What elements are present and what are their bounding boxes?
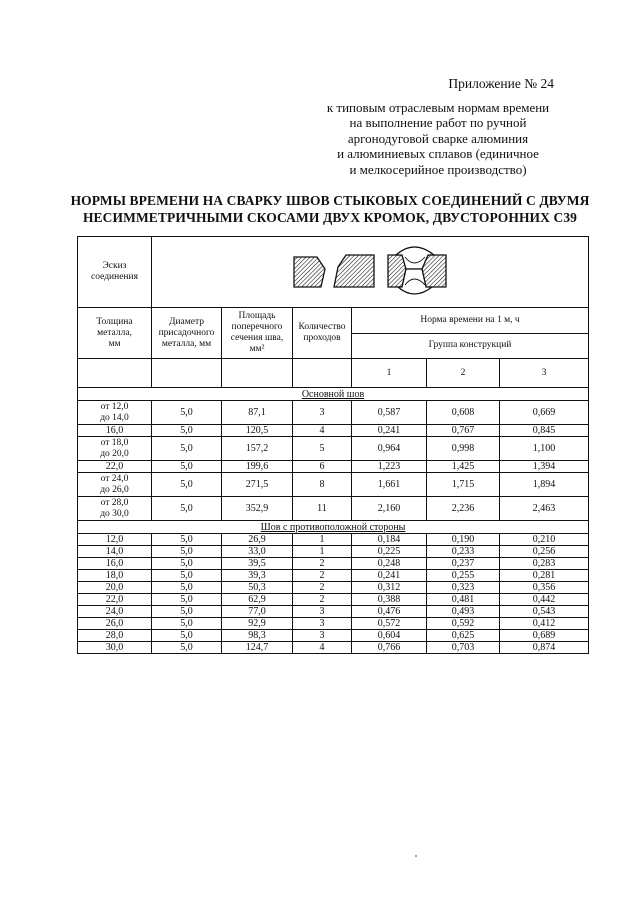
table-row [78,630,589,642]
cell-thickness-line: до 20,0 [100,448,129,459]
section-row [78,388,589,401]
cell-area: 199,6 [222,461,293,473]
cell-group-2: 0,233 [427,546,500,558]
cell-group-1: 0,225 [352,546,427,558]
cell-group-3: 0,210 [500,534,589,546]
annex-line-1: к типовым отраслевым нормам времени [326,99,550,115]
cell-area: 87,1 [222,401,293,425]
header-area-spacer [222,359,293,388]
cell-thickness [78,606,152,618]
cell-group-3: 0,689 [500,630,589,642]
cell-group-3: 0,669 [500,401,589,425]
cell-passes: 2 [293,570,352,582]
cell-group-1: 1,223 [352,461,427,473]
cell-thickness [78,497,152,521]
cell-area: 50,3 [222,582,293,594]
cell-passes: 8 [293,473,352,497]
header-area-line-3: сечения шва, [230,333,284,343]
sketch-label-line-1: Эскиз [102,261,127,271]
cell-thickness [78,582,152,594]
cell-group-2: 0,592 [427,618,500,630]
cell-group-3: 0,283 [500,558,589,570]
cell-thickness [78,425,152,437]
cell-thickness [78,570,152,582]
header-diameter-line-2: присадочного [158,327,215,338]
cell-diameter: 5,0 [152,606,222,618]
cell-diameter: 5,0 [152,546,222,558]
cell-passes: 2 [293,582,352,594]
table-row [78,642,589,654]
cell-diameter: 5,0 [152,642,222,654]
cell-group-2: 0,323 [427,582,500,594]
header-diameter-line-3: металла, мм [161,338,212,349]
cell-area: 39,5 [222,558,293,570]
cell-thickness-line: 16,0 [105,425,124,436]
cell-thickness-line: до 26,0 [100,484,129,495]
cell-diameter: 5,0 [152,425,222,437]
cell-group-1: 0,241 [352,425,427,437]
table-header-row-3 [78,359,589,388]
header-group-3: 3 [500,359,589,388]
cell-passes: 2 [293,558,352,570]
header-diameter [152,308,222,359]
section-title: Шов с противоположной стороны [78,521,589,534]
cell-diameter: 5,0 [152,570,222,582]
header-group-2: 2 [427,359,500,388]
cell-group-3: 0,281 [500,570,589,582]
table-row [78,546,589,558]
cell-diameter: 5,0 [152,461,222,473]
cell-thickness-line: от 28,0 [100,498,129,508]
header-passes [293,308,352,359]
header-norm: Норма времени на 1 м, ч [352,308,589,334]
cell-passes: 4 [293,425,352,437]
cell-passes: 3 [293,401,352,425]
cell-group-2: 0,190 [427,534,500,546]
table-header-row-1 [78,308,589,334]
cell-diameter: 5,0 [152,582,222,594]
cell-thickness [78,618,152,630]
cell-thickness [78,630,152,642]
cell-thickness-line: 28,0 [105,630,124,641]
table-row [78,473,589,497]
cell-passes: 4 [293,642,352,654]
cell-area: 124,7 [222,642,293,654]
cell-diameter: 5,0 [152,630,222,642]
scan-speck [415,855,417,857]
cell-group-3: 1,100 [500,437,589,461]
cell-diameter: 5,0 [152,497,222,521]
cell-diameter: 5,0 [152,534,222,546]
cell-thickness-line: до 30,0 [100,508,129,519]
cell-group-3: 0,845 [500,425,589,437]
cell-group-3: 0,256 [500,546,589,558]
cell-area: 157,2 [222,437,293,461]
header-group-1: 1 [352,359,427,388]
table-row [78,461,589,473]
cell-thickness-line: 12,0 [105,534,124,545]
cell-area: 33,0 [222,546,293,558]
sketch-label-cell [78,237,152,308]
cell-group-2: 0,255 [427,570,500,582]
title-line-1: НОРМЫ ВРЕМЕНИ НА СВАРКУ ШВОВ СТЫКОВЫХ СОЕДИНЕНИЙ С ДВУМЯ [70,193,590,208]
table-row [78,570,589,582]
cell-group-1: 0,964 [352,437,427,461]
cell-thickness-line: 20,0 [105,582,124,593]
title-line-2: НЕСИММЕТРИЧНЫМИ СКОСАМИ ДВУХ КРОМОК, ДВУСТОРОННИХ С39 [82,210,578,225]
annex-line-4: и алюминиевых сплавов (единичное [337,146,539,161]
annex-header [288,76,588,177]
cell-group-3: 2,463 [500,497,589,521]
cell-group-3: 0,442 [500,594,589,606]
sketch-row [78,237,589,308]
cell-area: 271,5 [222,473,293,497]
cell-thickness-line: 22,0 [105,461,124,472]
sketch-label-line-2: соединения [91,272,138,282]
cell-thickness [78,534,152,546]
cell-diameter: 5,0 [152,473,222,497]
cell-group-1: 1,661 [352,473,427,497]
cell-thickness [78,642,152,654]
cell-group-2: 0,625 [427,630,500,642]
cell-thickness [78,461,152,473]
cell-group-3: 0,356 [500,582,589,594]
annex-line-2: на выполнение работ по ручной [349,115,527,130]
table-row [78,401,589,425]
table-row [78,425,589,437]
cell-area: 92,9 [222,618,293,630]
cell-passes: 1 [293,546,352,558]
cell-passes: 6 [293,461,352,473]
cell-thickness-line: 18,0 [105,570,124,581]
cell-group-1: 2,160 [352,497,427,521]
cell-group-1: 0,766 [352,642,427,654]
cell-group-1: 0,312 [352,582,427,594]
cell-group-3: 1,894 [500,473,589,497]
header-thickness-line-1: Толщина [96,316,133,327]
cell-passes: 11 [293,497,352,521]
header-group: Группа конструкций [352,333,589,359]
table-row [78,534,589,546]
cell-thickness-line: 30,0 [105,642,124,653]
cell-group-1: 0,184 [352,534,427,546]
cell-group-1: 0,476 [352,606,427,618]
header-area-line-2: поперечного [231,322,283,332]
cell-group-2: 1,425 [427,461,500,473]
annex-number: Приложение № 24 [448,76,554,91]
header-area-line-4: мм² [249,344,265,354]
header-area [222,308,293,359]
cell-diameter: 5,0 [152,594,222,606]
annex-line-5: и мелкосерийное производство) [349,161,527,177]
cell-area: 39,3 [222,570,293,582]
cell-diameter: 5,0 [152,558,222,570]
cell-thickness [78,558,152,570]
cell-thickness-line: до 14,0 [100,412,129,423]
cell-thickness [78,473,152,497]
cell-group-1: 0,587 [352,401,427,425]
cell-thickness [78,437,152,461]
cell-group-1: 0,248 [352,558,427,570]
cell-area: 77,0 [222,606,293,618]
section-row [78,521,589,534]
cell-area: 120,5 [222,425,293,437]
section-title: Основной шов [78,388,589,401]
header-thickness-spacer [78,359,152,388]
cell-diameter: 5,0 [152,437,222,461]
cell-thickness-line: 16,0 [105,558,124,569]
cell-passes: 3 [293,618,352,630]
cell-thickness [78,401,152,425]
cell-group-2: 0,998 [427,437,500,461]
header-thickness-line-3: мм [108,338,121,349]
header-passes-line-2: проходов [303,333,341,343]
cell-group-2: 0,608 [427,401,500,425]
cell-area: 26,9 [222,534,293,546]
sketch-cell [152,237,589,308]
document-title [60,192,600,226]
table-row [78,437,589,461]
header-diameter-spacer [152,359,222,388]
cell-thickness-line: 14,0 [105,546,124,557]
cell-group-1: 0,241 [352,570,427,582]
cell-passes: 3 [293,606,352,618]
cell-thickness [78,546,152,558]
cell-group-3: 0,874 [500,642,589,654]
joint-sketch-icon [290,243,450,301]
cell-thickness-line: от 18,0 [100,438,129,448]
header-passes-line-1: Количество [298,322,346,332]
cell-thickness-line: 26,0 [105,618,124,629]
cell-area: 98,3 [222,630,293,642]
cell-thickness-line: 24,0 [105,606,124,617]
cell-group-3: 1,394 [500,461,589,473]
cell-passes: 1 [293,534,352,546]
cell-group-1: 0,572 [352,618,427,630]
cell-thickness-line: 22,0 [105,594,124,605]
table-row [78,618,589,630]
cell-group-3: 0,543 [500,606,589,618]
cell-group-1: 0,388 [352,594,427,606]
header-passes-spacer [293,359,352,388]
cell-passes: 3 [293,630,352,642]
cell-group-2: 0,703 [427,642,500,654]
table-row [78,558,589,570]
cell-group-3: 0,412 [500,618,589,630]
cell-thickness [78,594,152,606]
cell-group-2: 0,767 [427,425,500,437]
table-row [78,497,589,521]
cell-group-2: 1,715 [427,473,500,497]
cell-area: 352,9 [222,497,293,521]
cell-group-1: 0,604 [352,630,427,642]
cell-diameter: 5,0 [152,618,222,630]
cell-area: 62,9 [222,594,293,606]
annex-line-3: аргонодуговой сварке алюминия [347,130,529,146]
cell-thickness-line: от 24,0 [100,474,129,484]
norms-table [77,236,589,654]
table-row [78,582,589,594]
cell-group-2: 0,237 [427,558,500,570]
cell-thickness-line: от 12,0 [100,402,129,412]
cell-passes: 2 [293,594,352,606]
table-row [78,594,589,606]
header-area-line-1: Площадь [238,311,276,321]
header-thickness-line-2: металла, [97,327,132,338]
header-diameter-line-1: Диаметр [168,316,205,327]
cell-group-2: 0,493 [427,606,500,618]
cell-group-2: 2,236 [427,497,500,521]
table-row [78,606,589,618]
header-thickness [78,308,152,359]
cell-group-2: 0,481 [427,594,500,606]
cell-passes: 5 [293,437,352,461]
cell-diameter: 5,0 [152,401,222,425]
